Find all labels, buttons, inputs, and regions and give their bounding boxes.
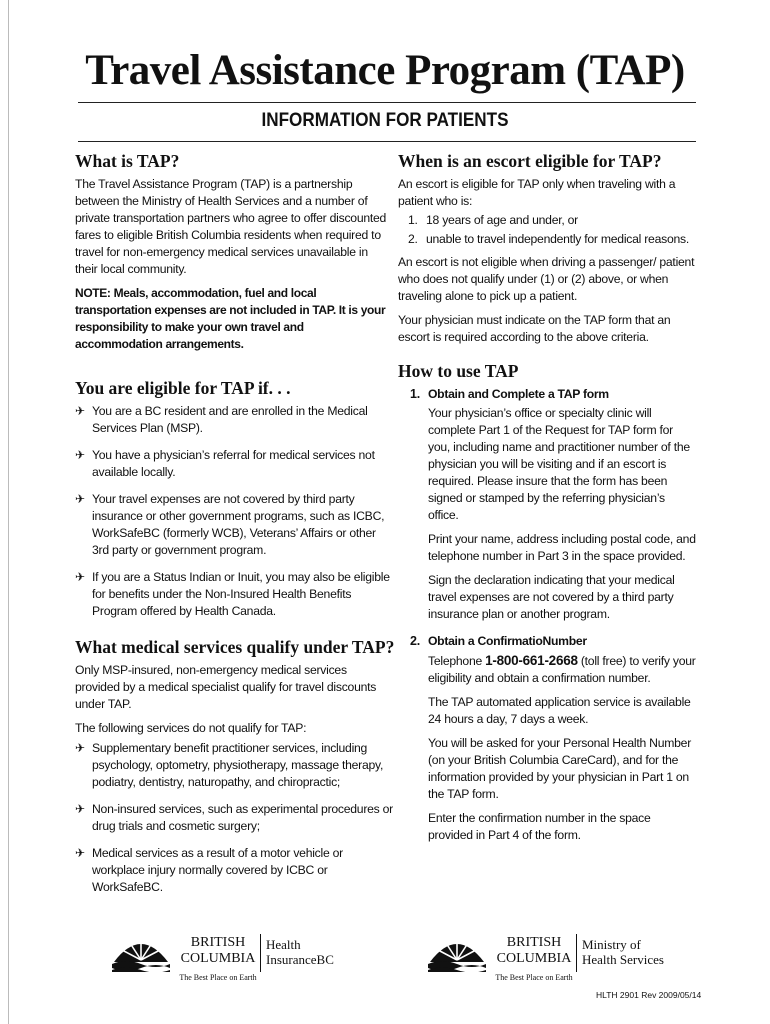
section-heading: How to use TAP <box>398 361 519 381</box>
phone-suffix: (toll free) to verify your eligibility and obtain a confirmation number. <box>428 654 696 685</box>
section-body: Your physician must indicate on the TAP form that an escort is required according to the above criteria. <box>398 313 671 344</box>
step-body: Print your name, address including postal code, and telephone number in Part 3 in the space provided. <box>428 532 696 563</box>
department-name <box>266 937 334 967</box>
list-item <box>75 403 393 437</box>
list-item-text: You are a BC resident and are enrolled in the Medical Services Plan (MSP). <box>92 404 368 435</box>
department-line: InsuranceBC <box>266 952 334 967</box>
section-body: The following services do not qualify for TAP: <box>75 721 307 735</box>
escort-criteria-list <box>398 212 698 248</box>
department-name <box>582 937 664 967</box>
list-item <box>75 740 393 791</box>
eligibility-list <box>75 403 393 620</box>
document-title: Travel Assistance Program (TAP) <box>85 47 685 94</box>
section-how-to-use <box>398 360 698 844</box>
list-item <box>75 845 393 896</box>
bc-word-columbia: COLUMBIA <box>496 951 572 966</box>
section-heading: What is TAP? <box>75 151 180 171</box>
section-qualifying-services <box>75 636 393 896</box>
left-column <box>75 150 393 906</box>
list-number: 1. <box>408 213 418 227</box>
list-item <box>398 231 698 248</box>
form-code: HLTH 2901 Rev 2009/05/14 <box>596 990 702 1000</box>
bc-word-british: BRITISH <box>190 935 246 950</box>
scan-edge-line <box>8 0 9 1024</box>
bc-wordmark <box>486 935 582 967</box>
step-body: The TAP automated application service is available 24 hours a day, 7 days a week. <box>428 695 691 726</box>
step-body <box>428 652 698 687</box>
list-item <box>75 569 393 620</box>
step-body: Sign the declaration indicating that your medical travel expenses are not covered by a third party insurance plan or another program. <box>428 573 675 621</box>
department-line: Health <box>266 937 301 952</box>
bc-word-british: BRITISH <box>506 935 562 950</box>
logo-divider <box>260 934 261 972</box>
airplane-icon: ✈ <box>75 570 85 584</box>
section-body: An escort is eligible for TAP only when traveling with a patient who is: <box>398 177 676 208</box>
step-body: Your physician’s office or specialty clinic will complete Part 1 of the Request for TAP form for you, including name and practitioner number of the physician you will be visiting and if an escort is required. Please insure that the form has been signed or stamped by the referring physician’s office. <box>428 406 690 522</box>
step-body: You will be asked for your Personal Health Number (on your British Columbia CareCard), and for the information provided by your physician in Part 1 on the TAP form. <box>428 736 692 801</box>
airplane-icon: ✈ <box>75 404 85 418</box>
bc-sun-logo-icon <box>428 932 486 972</box>
section-heading: You are eligible for TAP if. . . <box>75 378 291 398</box>
title-rule <box>78 102 696 103</box>
airplane-icon: ✈ <box>75 846 85 860</box>
bc-wordmark <box>170 935 266 967</box>
subtitle-rule <box>78 141 696 142</box>
airplane-icon: ✈ <box>75 802 85 816</box>
step-number: 1. <box>410 387 420 401</box>
list-item <box>75 801 393 835</box>
phone-prefix: Telephone <box>428 654 486 668</box>
list-item-text: Supplementary benefit practitioner services, including psychology, optometry, physiotherapy, massage therapy, podiatry, dentistry, naturopathy, and chiropractic; <box>92 741 384 789</box>
section-heading: When is an escort eligible for TAP? <box>398 151 662 171</box>
step-heading: Obtain a ConfirmatioNumber <box>428 634 587 648</box>
list-item <box>75 491 393 559</box>
document-subtitle: INFORMATION FOR PATIENTS <box>261 110 509 131</box>
section-heading: What medical services qualify under TAP? <box>75 637 395 657</box>
phone-number: 1-800-661-2668 <box>485 653 578 668</box>
list-item <box>75 447 393 481</box>
step-item <box>398 633 698 844</box>
list-number: 2. <box>408 232 418 246</box>
right-column <box>398 150 698 854</box>
list-item-text: Your travel expenses are not covered by third party insurance or other government programs, such as ICBC, WorkSafeBC (formerly WCB), Veterans’ Affairs or other 3rd party or government program. <box>92 492 385 557</box>
steps-list <box>398 386 698 844</box>
section-escort <box>398 150 698 346</box>
list-item-text: 18 years of age and under, or <box>426 213 578 227</box>
step-body: Enter the confirmation number in the space provided in Part 4 of the form. <box>428 811 651 842</box>
section-eligibility <box>75 377 393 620</box>
airplane-icon: ✈ <box>75 492 85 506</box>
list-item-text: Non-insured services, such as experimental procedures or drug trials and cosmetic surgery; <box>92 802 393 833</box>
step-number: 2. <box>410 634 420 648</box>
list-item-text: unable to travel independently for medical reasons. <box>426 232 689 246</box>
step-item <box>398 386 698 623</box>
section-body: An escort is not eligible when driving a passenger/ patient who does not qualify under (1) or (2) above, or when traveling alone to pick up a patient. <box>398 255 695 303</box>
list-item-text: You have a physician’s referral for medical services not available locally. <box>92 448 375 479</box>
bc-word-columbia: COLUMBIA <box>180 951 256 966</box>
logo-tagline: The Best Place on Earth <box>179 973 257 982</box>
bc-sun-logo-icon <box>112 932 170 972</box>
airplane-icon: ✈ <box>75 448 85 462</box>
note-text: NOTE: Meals, accommodation, fuel and local transportation expenses are not included in TAP. It is your responsibility to make your own travel and accommodation arrangements. <box>75 286 386 351</box>
section-body: Only MSP-insured, non-emergency medical services provided by a medical specialist qualify for travel discounts under TAP. <box>75 663 377 711</box>
logo-divider <box>576 934 577 972</box>
excluded-services-list <box>75 740 393 896</box>
section-body: The Travel Assistance Program (TAP) is a partnership between the Ministry of Health Services and a number of private transportation partners who agree to offer discounted fares to eligible British Columbia residents when required to travel for non-emergency medical services unavailable in their local community. <box>75 177 387 276</box>
list-item-text: If you are a Status Indian or Inuit, you may also be eligible for benefits under the Non-Insured Health Benefits Program offered by Health Canada. <box>92 570 390 618</box>
section-what-is-tap <box>75 150 393 353</box>
step-heading: Obtain and Complete a TAP form <box>428 387 609 401</box>
list-item <box>398 212 698 229</box>
logo-tagline: The Best Place on Earth <box>495 973 573 982</box>
airplane-icon: ✈ <box>75 741 85 755</box>
department-line: Ministry of <box>582 937 641 952</box>
department-line: Health Services <box>582 952 664 967</box>
list-item-text: Medical services as a result of a motor vehicle or workplace injury normally covered by ICBC or WorkSafeBC. <box>92 846 343 894</box>
